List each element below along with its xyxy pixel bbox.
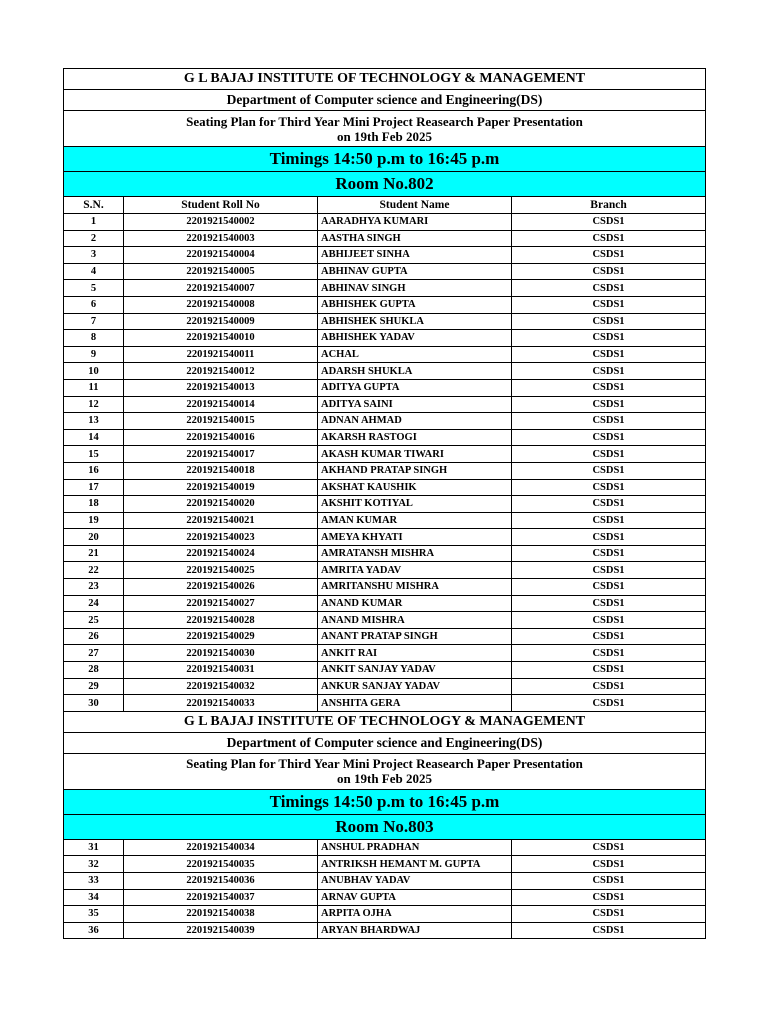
roll-number: 2201921540010 bbox=[124, 330, 318, 347]
student-name: ABHISHEK YADAV bbox=[318, 330, 512, 347]
roll-number: 2201921540039 bbox=[124, 922, 318, 939]
plan-title-row bbox=[64, 111, 706, 147]
table-row bbox=[64, 247, 706, 264]
branch: CSDS1 bbox=[512, 413, 706, 430]
serial-number: 35 bbox=[64, 906, 124, 923]
student-name: ACHAL bbox=[318, 346, 512, 363]
serial-number: 6 bbox=[64, 296, 124, 313]
roll-number: 2201921540019 bbox=[124, 479, 318, 496]
table-row bbox=[64, 330, 706, 347]
roll-number: 2201921540017 bbox=[124, 446, 318, 463]
branch: CSDS1 bbox=[512, 214, 706, 231]
branch: CSDS1 bbox=[512, 462, 706, 479]
branch: CSDS1 bbox=[512, 230, 706, 247]
branch: CSDS1 bbox=[512, 429, 706, 446]
branch: CSDS1 bbox=[512, 479, 706, 496]
room-banner-row bbox=[64, 814, 706, 839]
roll-number: 2201921540005 bbox=[124, 263, 318, 280]
serial-number: 2 bbox=[64, 230, 124, 247]
table-row bbox=[64, 595, 706, 612]
roll-number: 2201921540018 bbox=[124, 462, 318, 479]
student-name: AMRATANSH MISHRA bbox=[318, 545, 512, 562]
timings-banner-text: Timings 14:50 p.m to 16:45 p.m bbox=[269, 149, 500, 168]
roll-number: 2201921540004 bbox=[124, 247, 318, 264]
branch: CSDS1 bbox=[512, 330, 706, 347]
serial-number: 36 bbox=[64, 922, 124, 939]
student-name: ANKIT SANJAY YADAV bbox=[318, 662, 512, 679]
student-name: ANANT PRATAP SINGH bbox=[318, 628, 512, 645]
serial-number: 3 bbox=[64, 247, 124, 264]
serial-number: 26 bbox=[64, 628, 124, 645]
serial-number: 12 bbox=[64, 396, 124, 413]
branch: CSDS1 bbox=[512, 922, 706, 939]
institute-title bbox=[64, 711, 706, 732]
table-row bbox=[64, 512, 706, 529]
table-row bbox=[64, 662, 706, 679]
department-title-text: Department of Computer science and Engineering(DS) bbox=[226, 92, 543, 107]
roll-number: 2201921540021 bbox=[124, 512, 318, 529]
table-row bbox=[64, 839, 706, 856]
plan-title-text: Seating Plan for Third Year Mini Project Reasearch Paper Presentation bbox=[186, 113, 583, 129]
serial-number: 34 bbox=[64, 889, 124, 906]
roll-number: 2201921540032 bbox=[124, 678, 318, 695]
table-row bbox=[64, 562, 706, 579]
roll-number: 2201921540012 bbox=[124, 363, 318, 380]
table-row bbox=[64, 856, 706, 873]
timings-banner bbox=[64, 147, 706, 172]
student-name: AARADHYA KUMARI bbox=[318, 214, 512, 231]
table-row bbox=[64, 529, 706, 546]
roll-number: 2201921540030 bbox=[124, 645, 318, 662]
serial-number: 17 bbox=[64, 479, 124, 496]
branch: CSDS1 bbox=[512, 247, 706, 264]
institute-title-text: G L BAJAJ INSTITUTE OF TECHNOLOGY & MANAGEMENT bbox=[183, 713, 586, 729]
table-row bbox=[64, 545, 706, 562]
roll-number: 2201921540007 bbox=[124, 280, 318, 297]
branch: CSDS1 bbox=[512, 496, 706, 513]
roll-number: 2201921540025 bbox=[124, 562, 318, 579]
student-name: ANAND KUMAR bbox=[318, 595, 512, 612]
roll-number: 2201921540011 bbox=[124, 346, 318, 363]
institute-title-text: G L BAJAJ INSTITUTE OF TECHNOLOGY & MANAGEMENT bbox=[183, 71, 586, 86]
branch: CSDS1 bbox=[512, 562, 706, 579]
serial-number: 19 bbox=[64, 512, 124, 529]
student-name: ARYAN BHARDWAJ bbox=[318, 922, 512, 939]
department-title bbox=[64, 90, 706, 111]
student-name: AMRITANSHU MISHRA bbox=[318, 579, 512, 596]
room-banner-text: Room No.803 bbox=[335, 816, 434, 836]
serial-number: 20 bbox=[64, 529, 124, 546]
roll-number: 2201921540036 bbox=[124, 873, 318, 890]
roll-number: 2201921540037 bbox=[124, 889, 318, 906]
serial-number: 25 bbox=[64, 612, 124, 629]
room-banner bbox=[64, 814, 706, 839]
table-row bbox=[64, 479, 706, 496]
student-name: ARPITA OJHA bbox=[318, 906, 512, 923]
student-name: ABHINAV GUPTA bbox=[318, 263, 512, 280]
serial-number: 29 bbox=[64, 678, 124, 695]
student-name: ADNAN AHMAD bbox=[318, 413, 512, 430]
student-name: ANSHUL PRADHAN bbox=[318, 839, 512, 856]
table-row bbox=[64, 230, 706, 247]
room-banner bbox=[64, 172, 706, 197]
serial-number: 4 bbox=[64, 263, 124, 280]
student-name: ANKUR SANJAY YADAV bbox=[318, 678, 512, 695]
serial-number: 28 bbox=[64, 662, 124, 679]
department-title-row bbox=[64, 90, 706, 111]
department-title-row bbox=[64, 732, 706, 753]
student-name: AMEYA KHYATI bbox=[318, 529, 512, 546]
serial-number: 27 bbox=[64, 645, 124, 662]
serial-number: 18 bbox=[64, 496, 124, 513]
room-banner-text: Room No.802 bbox=[335, 174, 434, 193]
student-name: AASTHA SINGH bbox=[318, 230, 512, 247]
timings-banner-text: Timings 14:50 p.m to 16:45 p.m bbox=[269, 791, 500, 811]
roll-number: 2201921540016 bbox=[124, 429, 318, 446]
roll-number: 2201921540002 bbox=[124, 214, 318, 231]
plan-title-text: on 19th Feb 2025 bbox=[337, 771, 432, 787]
table-row bbox=[64, 429, 706, 446]
serial-number: 23 bbox=[64, 579, 124, 596]
plan-title-text: on 19th Feb 2025 bbox=[337, 128, 432, 144]
branch: CSDS1 bbox=[512, 346, 706, 363]
table-row bbox=[64, 612, 706, 629]
col-branch-header: Branch bbox=[512, 197, 706, 214]
table-row bbox=[64, 678, 706, 695]
branch: CSDS1 bbox=[512, 263, 706, 280]
table-row bbox=[64, 873, 706, 890]
serial-number: 7 bbox=[64, 313, 124, 330]
student-name: ABHIJEET SINHA bbox=[318, 247, 512, 264]
timings-banner-row bbox=[64, 147, 706, 172]
roll-number: 2201921540031 bbox=[124, 662, 318, 679]
institute-title-row bbox=[64, 711, 706, 732]
student-name: ANUBHAV YADAV bbox=[318, 873, 512, 890]
student-name: AKSHIT KOTIYAL bbox=[318, 496, 512, 513]
branch: CSDS1 bbox=[512, 512, 706, 529]
serial-number: 14 bbox=[64, 429, 124, 446]
branch: CSDS1 bbox=[512, 839, 706, 856]
branch: CSDS1 bbox=[512, 889, 706, 906]
student-name: ANAND MISHRA bbox=[318, 612, 512, 629]
student-name: ADITYA GUPTA bbox=[318, 379, 512, 396]
serial-number: 33 bbox=[64, 873, 124, 890]
roll-number: 2201921540014 bbox=[124, 396, 318, 413]
branch: CSDS1 bbox=[512, 873, 706, 890]
roll-number: 2201921540026 bbox=[124, 579, 318, 596]
table-row bbox=[64, 906, 706, 923]
branch: CSDS1 bbox=[512, 529, 706, 546]
student-name: ANTRIKSH HEMANT M. GUPTA bbox=[318, 856, 512, 873]
table-row bbox=[64, 462, 706, 479]
branch: CSDS1 bbox=[512, 379, 706, 396]
student-name: AKASH KUMAR TIWARI bbox=[318, 446, 512, 463]
institute-title bbox=[64, 69, 706, 90]
serial-number: 15 bbox=[64, 446, 124, 463]
seating-plan-sheet bbox=[63, 68, 705, 939]
plan-title-row bbox=[64, 753, 706, 789]
institute-title-row bbox=[64, 69, 706, 90]
serial-number: 30 bbox=[64, 695, 124, 712]
student-name: ARNAV GUPTA bbox=[318, 889, 512, 906]
student-name: ANKIT RAI bbox=[318, 645, 512, 662]
roll-number: 2201921540029 bbox=[124, 628, 318, 645]
branch: CSDS1 bbox=[512, 280, 706, 297]
branch: CSDS1 bbox=[512, 595, 706, 612]
student-name: ABHISHEK SHUKLA bbox=[318, 313, 512, 330]
branch: CSDS1 bbox=[512, 628, 706, 645]
roll-number: 2201921540027 bbox=[124, 595, 318, 612]
plan-title bbox=[64, 111, 706, 147]
seating-table bbox=[63, 68, 706, 939]
serial-number: 9 bbox=[64, 346, 124, 363]
table-row bbox=[64, 496, 706, 513]
serial-number: 31 bbox=[64, 839, 124, 856]
serial-number: 21 bbox=[64, 545, 124, 562]
table-row bbox=[64, 280, 706, 297]
roll-number: 2201921540028 bbox=[124, 612, 318, 629]
roll-number: 2201921540008 bbox=[124, 296, 318, 313]
table-row bbox=[64, 313, 706, 330]
table-row bbox=[64, 922, 706, 939]
roll-number: 2201921540015 bbox=[124, 413, 318, 430]
roll-number: 2201921540013 bbox=[124, 379, 318, 396]
table-row bbox=[64, 446, 706, 463]
student-name: AKSHAT KAUSHIK bbox=[318, 479, 512, 496]
plan-title bbox=[64, 753, 706, 789]
timings-banner bbox=[64, 789, 706, 814]
serial-number: 24 bbox=[64, 595, 124, 612]
roll-number: 2201921540038 bbox=[124, 906, 318, 923]
student-name: ANSHITA GERA bbox=[318, 695, 512, 712]
roll-number: 2201921540035 bbox=[124, 856, 318, 873]
table-row bbox=[64, 695, 706, 712]
serial-number: 13 bbox=[64, 413, 124, 430]
branch: CSDS1 bbox=[512, 856, 706, 873]
department-title-text: Department of Computer science and Engineering(DS) bbox=[226, 734, 543, 750]
roll-number: 2201921540033 bbox=[124, 695, 318, 712]
plan-title-text: Seating Plan for Third Year Mini Project Reasearch Paper Presentation bbox=[186, 756, 583, 772]
student-name: ABHINAV SINGH bbox=[318, 280, 512, 297]
serial-number: 8 bbox=[64, 330, 124, 347]
roll-number: 2201921540009 bbox=[124, 313, 318, 330]
branch: CSDS1 bbox=[512, 662, 706, 679]
room-banner-row bbox=[64, 172, 706, 197]
branch: CSDS1 bbox=[512, 446, 706, 463]
col-name-header: Student Name bbox=[318, 197, 512, 214]
serial-number: 22 bbox=[64, 562, 124, 579]
roll-number: 2201921540024 bbox=[124, 545, 318, 562]
table-row bbox=[64, 379, 706, 396]
serial-number: 11 bbox=[64, 379, 124, 396]
branch: CSDS1 bbox=[512, 678, 706, 695]
branch: CSDS1 bbox=[512, 545, 706, 562]
department-title bbox=[64, 732, 706, 753]
col-sn-header: S.N. bbox=[64, 197, 124, 214]
student-name: ABHISHEK GUPTA bbox=[318, 296, 512, 313]
serial-number: 10 bbox=[64, 363, 124, 380]
table-row bbox=[64, 346, 706, 363]
table-row bbox=[64, 579, 706, 596]
serial-number: 16 bbox=[64, 462, 124, 479]
branch: CSDS1 bbox=[512, 363, 706, 380]
branch: CSDS1 bbox=[512, 313, 706, 330]
student-name: AMAN KUMAR bbox=[318, 512, 512, 529]
serial-number: 1 bbox=[64, 214, 124, 231]
student-name: AMRITA YADAV bbox=[318, 562, 512, 579]
branch: CSDS1 bbox=[512, 645, 706, 662]
serial-number: 5 bbox=[64, 280, 124, 297]
student-name: AKARSH RASTOGI bbox=[318, 429, 512, 446]
branch: CSDS1 bbox=[512, 906, 706, 923]
table-row bbox=[64, 628, 706, 645]
branch: CSDS1 bbox=[512, 612, 706, 629]
column-header-row bbox=[64, 197, 706, 214]
student-name: ADARSH SHUKLA bbox=[318, 363, 512, 380]
branch: CSDS1 bbox=[512, 396, 706, 413]
table-row bbox=[64, 214, 706, 231]
student-name: AKHAND PRATAP SINGH bbox=[318, 462, 512, 479]
student-name: ADITYA SAINI bbox=[318, 396, 512, 413]
roll-number: 2201921540034 bbox=[124, 839, 318, 856]
col-roll-header: Student Roll No bbox=[124, 197, 318, 214]
branch: CSDS1 bbox=[512, 695, 706, 712]
roll-number: 2201921540023 bbox=[124, 529, 318, 546]
branch: CSDS1 bbox=[512, 296, 706, 313]
branch: CSDS1 bbox=[512, 579, 706, 596]
table-row bbox=[64, 396, 706, 413]
table-row bbox=[64, 363, 706, 380]
timings-banner-row bbox=[64, 789, 706, 814]
serial-number: 32 bbox=[64, 856, 124, 873]
table-row bbox=[64, 263, 706, 280]
table-row bbox=[64, 413, 706, 430]
table-row bbox=[64, 889, 706, 906]
roll-number: 2201921540020 bbox=[124, 496, 318, 513]
roll-number: 2201921540003 bbox=[124, 230, 318, 247]
table-row bbox=[64, 296, 706, 313]
table-row bbox=[64, 645, 706, 662]
